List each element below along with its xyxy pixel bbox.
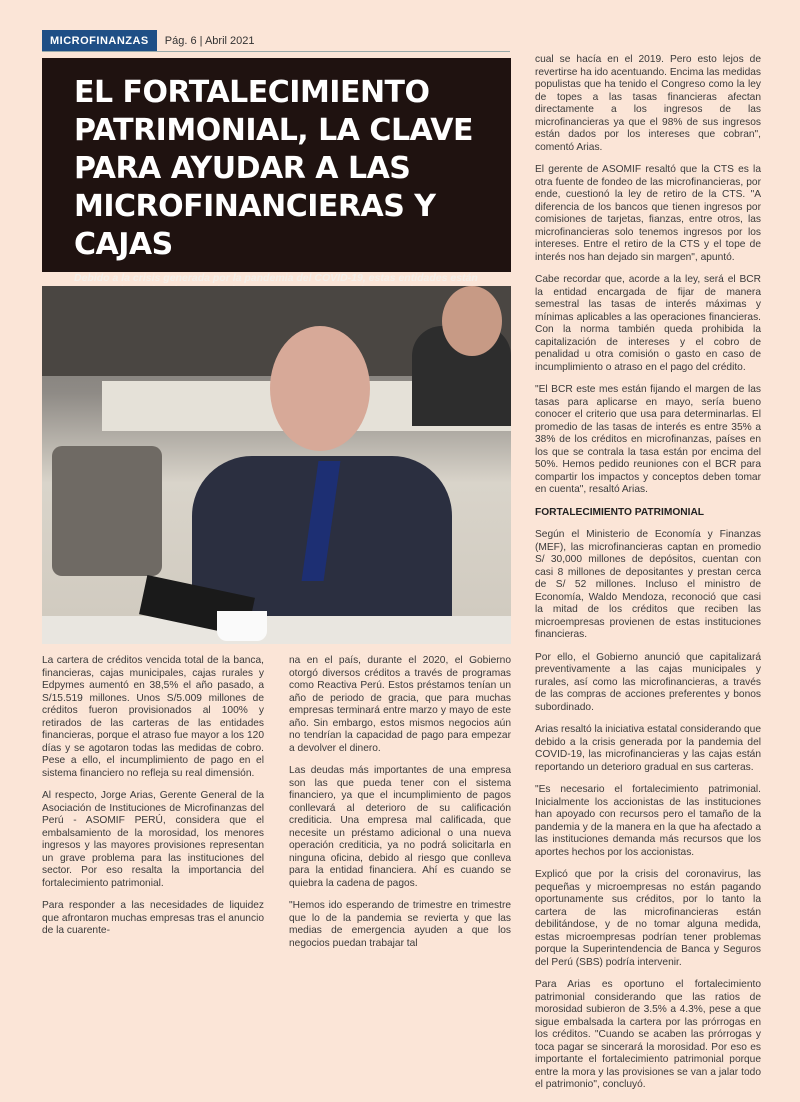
article-headline: EL FORTALECIMIENTO PATRIMONIAL, LA CLAVE PARA AYUDAR A LAS MICROFINANCIERAS Y CAJAS: [74, 75, 473, 262]
paragraph: cual se hacía en el 2019. Pero esto lejos de revertirse ha ido acentuando. Encima las medidas populistas que ha tenido el Congreso como la ley de topes a las tasas financieras afectan directamente a los ingresos de las microfinancieras ya que el 98% de sus ingresos están dados por los intereses que cobran", comentó Arias.: [535, 54, 761, 153]
column-3: [535, 54, 761, 1102]
article-photo: [42, 286, 511, 644]
paragraph: Explicó que por la crisis del coronavirus, las pequeñas y microempresas no están pagando oportunamente sus créditos, por lo tanto la cartera de las microfinancieras están debilitándose, y de no tomar alguna medida, estas microempresas podrían tener problemas porque la Superintendencia de Banca y Seguros del Perú (SBS) podría intervenir.: [535, 869, 761, 968]
paragraph: na en el país, durante el 2020, el Gobierno otorgó diversos créditos a través de programas como Reactiva Perú. Estos préstamos tenían un año de periodo de gracia, que para muchas empresas terminará entre marzo y mayo de este año. Sin embargo, estos mismos negocios aún no tendrían la capacidad de pago para empezar a devolver el dinero.: [289, 655, 511, 754]
section-title: FORTALECIMIENTO PATRIMONIAL: [535, 506, 705, 518]
brand-logo: MICROFINANZAS: [42, 30, 157, 52]
header-rule: [42, 51, 510, 52]
article-subhead: Debido a la crisis generada por la pandemia del COVID-19, estas entidades están: [74, 272, 478, 284]
paragraph: Según el Ministerio de Economía y Finanzas (MEF), las microfinancieras captan en promedio S/ 30,000 millones de depósitos, cuentan con casi 8 millones de depositantes y prestan cerca de S/ 52 millones. Incluso el ministro de Economía, Waldo Mendoza, reconoció que casi la mitad de los créditos que reciben las microempresas provienen de estas instituciones financieras.: [535, 529, 761, 640]
paragraph: "El BCR este mes están fijando el margen de las tasas para aplicarse en mayo, sería bueno conocer el criterio que usa para determinarlas. El promedio de las tasas de interés es entre 35% a 38% de los créditos en microfinanzas, países en los que se contrala la tasa están por encima del 50%. Hemos pedido reuniones con el BCR para compartir los impactos y conceptos deben tomar en cuenta", resaltó Arias.: [535, 384, 761, 495]
paragraph: El gerente de ASOMIF resaltó que la CTS es la otra fuente de fondeo de las microfinancieras, por ende, cuestionó la ley de retiro de la CTS. "A diferencia de los bancos que tienen ingresos por comisiones de tarjetas, fianzas, entre otros, las microfinancieras solo tenemos ingresos por los intereses. Entre el retiro de la CTS y el tope de interés nos han dejado sin margen", apuntó.: [535, 164, 761, 263]
paragraph: "Es necesario el fortalecimiento patrimonial. Inicialmente los accionistas de las instituciones han apoyado con recursos pero el tamaño de la pandemia y de la manera en la que ha afectado a las instituciones demanda más recursos que los aportes hechos por los accionistas.: [535, 784, 761, 858]
paragraph: Arias resaltó la iniciativa estatal considerando que debido a la crisis generada por la pandemia del COVID-19, las microfinancieras y las cajas están reportando un deterioro gradual en sus carteras.: [535, 724, 761, 773]
paragraph: "Hemos ido esperando de trimestre en trimestre que lo de la pandemia se revierta y que las medias de emergencia ayuden a que los negocios puedan trabajar tal: [289, 900, 511, 949]
page-info: Pág. 6 | Abril 2021: [164, 35, 255, 47]
paragraph: La cartera de créditos vencida total de la banca, financieras, cajas municipales, cajas rurales y Edpymes aumentó en 38,5% el año pasado, a S/15.519 millones. Unos S/5.009 millones de créditos fueron provisionados al 100% y retirados de las carteras de las entidades financieras, porque el atraso fue mayor a los 120 días y se agotaron todas las medidas de cobro. Pese a ello, el incumplimiento de pago en el sistema financiero no refleja su real dimensión.: [42, 655, 264, 779]
paragraph: Las deudas más importantes de una empresa son las que pueda tener con el sistema financiero, ya que el incumplimiento de pagos conllevará al deterioro de su calificación crediticia. Una empresa mal calificada, que necesite un préstamo adicional o una nueva operación crediticia, ya no podrá solicitarla en ninguna oficina, debido al riesgo que conlleva para la entidad financiera. Ahí es cuando se quiebra la cadena de pagos.: [289, 765, 511, 889]
paragraph: Para Arias es oportuno el fortalecimiento patrimonial considerando que las ratios de morosidad subieron de 3.5% a 4.3%, pese a que sigue embalsada la cartera por las prórrogas en los créditos. "Cuando se acaben las prórrogas y toca pagar se sincerará la morosidad. Por eso es importante el fortalecimiento patrimonial porque entre la mora y las provisiones se van a jalar todo el patrimonio", concluyó.: [535, 979, 761, 1090]
column-2: [289, 655, 511, 960]
paragraph: Por ello, el Gobierno anunció que capitalizará preventivamente a las cajas municipales y rurales, así como las microfinancieras, a través de las compras de acciones preferentes y bonos subordinado.: [535, 651, 761, 713]
headline-box: [42, 58, 511, 284]
masthead: [42, 30, 254, 52]
paragraph: Cabe recordar que, acorde a la ley, será el BCR la entidad encargada de fijar de manera semestral las tasas de interés máximas y mínimas aplicables a las operaciones financieras. Con la norma también queda prohibida la capitalización de intereses y el cobro de penalidad u otra comisión o gasto en caso de incumplimiento o atraso en el pago del crédito.: [535, 274, 761, 373]
paragraph: Para responder a las necesidades de liquidez que afrontaron muchas empresas tras el anuncio de la cuarente-: [42, 900, 264, 936]
column-1: [42, 655, 264, 948]
paragraph: Al respecto, Jorge Arias, Gerente General de la Asociación de Instituciones de Microfinanzas del Perú - ASOMIF PERÚ, considera que el embalsamiento de la morosidad, los menores ingresos y las mayores provisiones representan un grave problema para las instituciones del sector. Por eso resalta la importancia del fortalecimiento patrimonial.: [42, 790, 264, 889]
